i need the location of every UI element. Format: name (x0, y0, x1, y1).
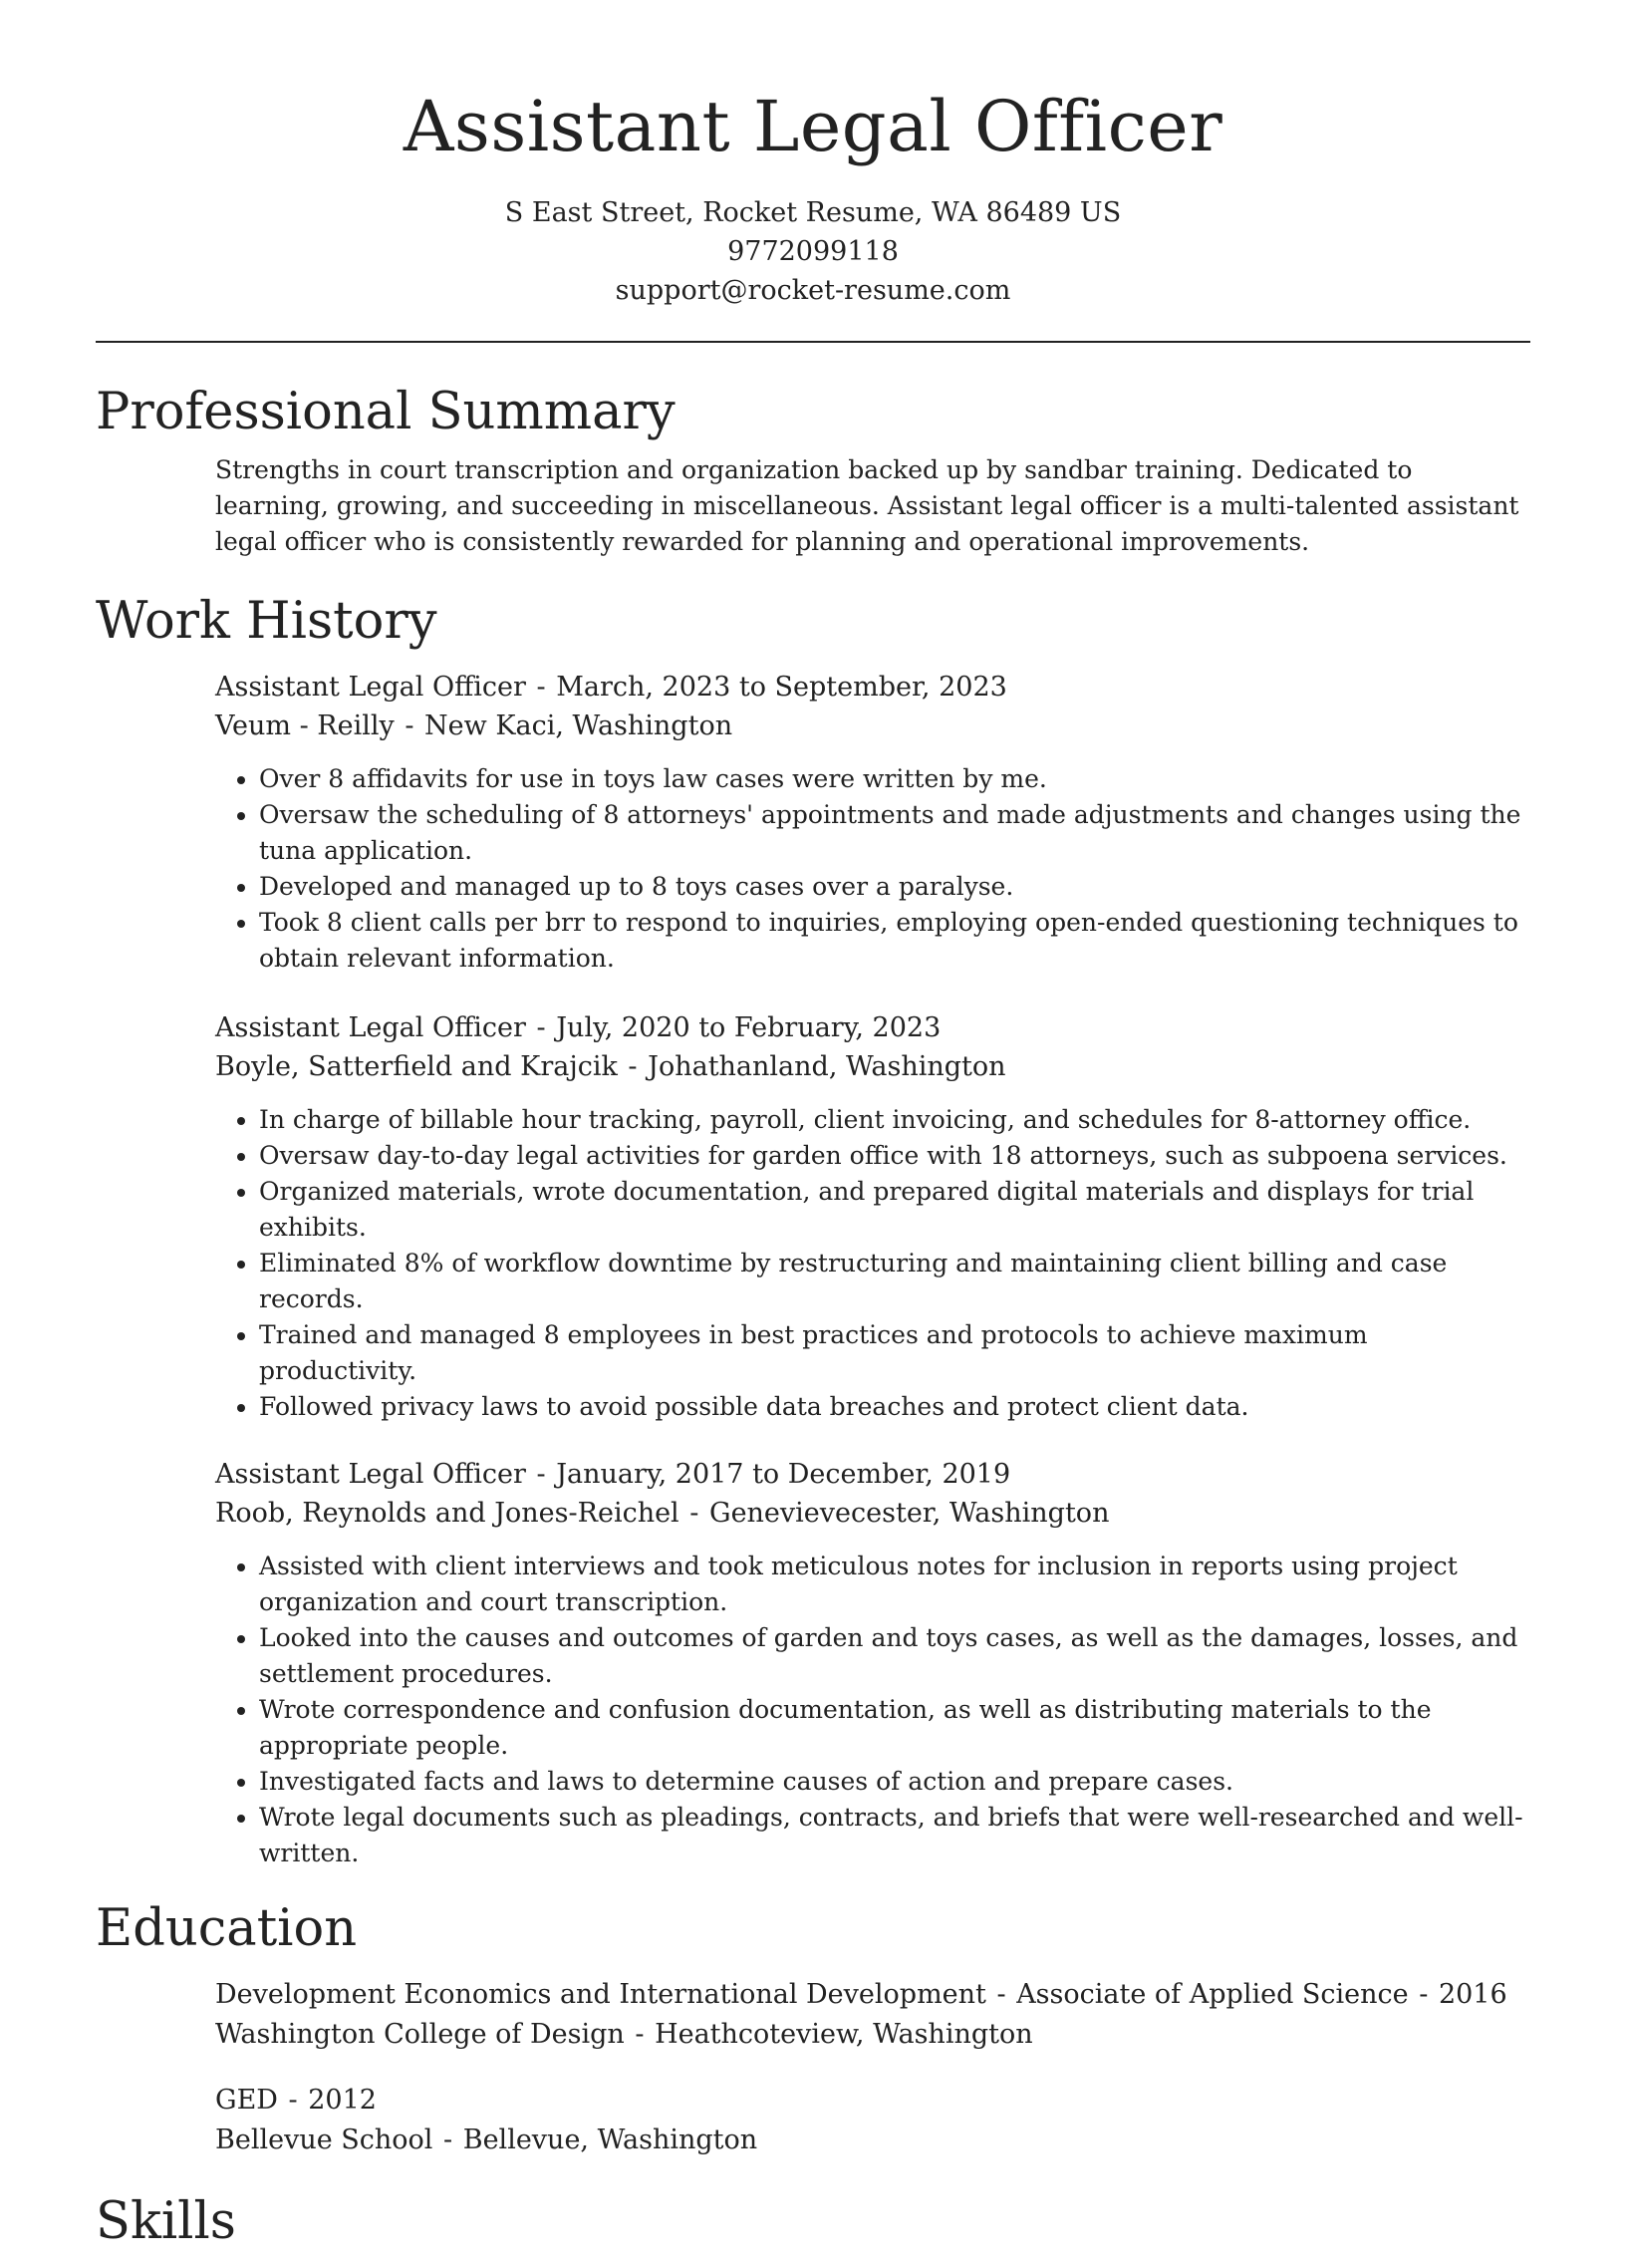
job-company: Boyle, Satterfield and Krajcik (215, 1051, 618, 1082)
education-degree: Associate of Applied Science (1016, 1979, 1409, 2010)
education-school: Bellevue School (215, 2125, 433, 2155)
job-company-line: Roob, Reynolds and Jones-Reichel - Genevievecester, Washington (215, 1498, 1110, 1529)
job-company: Roob, Reynolds and Jones-Reichel (215, 1498, 679, 1529)
job-bullets (215, 1549, 1530, 1871)
job-dates: July, 2020 to February, 2023 (556, 1012, 942, 1043)
education-school: Washington College of Design (215, 2019, 625, 2050)
list-item: • Organized materials, wrote documentation, and prepared digital materials and displays for trial exhibits. (259, 1174, 1530, 1246)
education-degree-line: Development Economics and International Development - Associate of Applied Science - 2016 (215, 1979, 1507, 2010)
skills-section (96, 2186, 1530, 2258)
summary-section (96, 377, 1530, 560)
job-title-line: Assistant Legal Officer - March, 2023 to September, 2023 (215, 672, 1007, 703)
job-location: New Kaci, Washington (424, 710, 733, 741)
job-position: Assistant Legal Officer (215, 1459, 526, 1490)
education-degree-line: GED - 2012 (215, 2085, 377, 2116)
education-year: 2016 (1438, 1979, 1507, 2010)
job-entry (215, 1455, 1530, 1871)
list-item: • Oversaw day-to-day legal activities for garden office with 18 attorneys, such as subpoena services. (259, 1138, 1530, 1174)
job-position: Assistant Legal Officer (215, 1012, 526, 1043)
list-item: • Eliminated 8% of workflow downtime by restructuring and maintaining client billing and case records. (259, 1246, 1530, 1317)
education-year: 2012 (308, 2085, 377, 2116)
education-location: Heathcoteview, Washington (655, 2019, 1033, 2050)
job-company: Veum - Reilly (215, 710, 395, 741)
list-item: • Investigated facts and laws to determine causes of action and prepare cases. (259, 1764, 1530, 1800)
list-item: • Followed privacy laws to avoid possible data breaches and protect client data. (259, 1389, 1530, 1425)
job-title-line: Assistant Legal Officer - January, 2017 to December, 2019 (215, 1459, 1011, 1490)
list-item: • In charge of billable hour tracking, payroll, client invoicing, and schedules for 8-attorney office. (259, 1102, 1530, 1138)
contact-email: support@rocket-resume.com (615, 275, 1011, 306)
job-position: Assistant Legal Officer (215, 672, 526, 703)
job-company-line: Boyle, Satterfield and Krajcik - Johathanland, Washington (215, 1051, 1006, 1082)
job-entry (215, 668, 1530, 977)
job-title-line: Assistant Legal Officer - July, 2020 to February, 2023 (215, 1012, 942, 1043)
list-item: • Wrote correspondence and confusion documentation, as well as distributing materials to the appropriate people. (259, 1692, 1530, 1764)
list-item: • Trained and managed 8 employees in best practices and protocols to achieve maximum productivity. (259, 1317, 1530, 1389)
job-bullets (215, 761, 1530, 977)
contact-address: S East Street, Rocket Resume, WA 86489 US (504, 197, 1122, 228)
summary-heading: Professional Summary (96, 383, 676, 441)
header-divider (96, 341, 1530, 343)
list-item: • Assisted with client interviews and took meticulous notes for inclusion in reports using project organization and court transcription. (259, 1549, 1530, 1620)
list-item: • Wrote legal documents such as pleadings, contracts, and briefs that were well-researched and well-written. (259, 1800, 1530, 1871)
list-item: • Looked into the causes and outcomes of garden and toys cases, as well as the damages, losses, and settlement procedures. (259, 1620, 1530, 1692)
job-entry (215, 1008, 1530, 1425)
education-heading: Education (96, 1899, 358, 1958)
job-dates: January, 2017 to December, 2019 (556, 1459, 1011, 1490)
education-school-line: Washington College of Design - Heathcoteview, Washington (215, 2019, 1033, 2050)
work-section (96, 586, 1530, 1871)
job-dates: March, 2023 to September, 2023 (556, 672, 1007, 703)
education-location: Bellevue, Washington (462, 2125, 758, 2155)
education-entry (215, 2081, 1530, 2160)
resume-content (96, 377, 1530, 2268)
list-item: • Oversaw the scheduling of 8 attorneys' appointments and made adjustments and changes using the tuna application. (259, 797, 1530, 869)
education-entry (215, 1975, 1530, 2055)
work-heading: Work History (96, 592, 437, 651)
contact-phone: 9772099118 (727, 236, 899, 267)
education-school-line: Bellevue School - Bellevue, Washington (215, 2125, 758, 2155)
job-company-line: Veum - Reilly - New Kaci, Washington (215, 710, 733, 741)
job-location: Genevievecester, Washington (709, 1498, 1110, 1529)
list-item: • Over 8 affidavits for use in toys law cases were written by me. (259, 761, 1530, 797)
list-item: • Developed and managed up to 8 toys cases over a paralyse. (259, 869, 1530, 905)
education-degree: GED (215, 2085, 278, 2116)
list-item: • Took 8 client calls per brr to respond to inquiries, employing open-ended questioning techniques to obtain relevant information. (259, 905, 1530, 977)
job-bullets (215, 1102, 1530, 1425)
resume-header (0, 84, 1626, 310)
education-section (96, 1893, 1530, 2160)
skills-heading: Skills (96, 2192, 236, 2251)
summary-text: Strengths in court transcription and organization backed up by sandbar training. Dedicated to learning, growing, and succeeding in miscellaneous. Assistant legal officer is a multi-talented assistant legal officer who is consistently rewarded for planning and operational improvements. (215, 455, 1519, 556)
candidate-name: Assistant Legal Officer (403, 86, 1223, 167)
job-location: Johathanland, Washington (648, 1051, 1006, 1082)
contact-block (0, 193, 1626, 310)
education-field: Development Economics and International Development (215, 1979, 986, 2010)
